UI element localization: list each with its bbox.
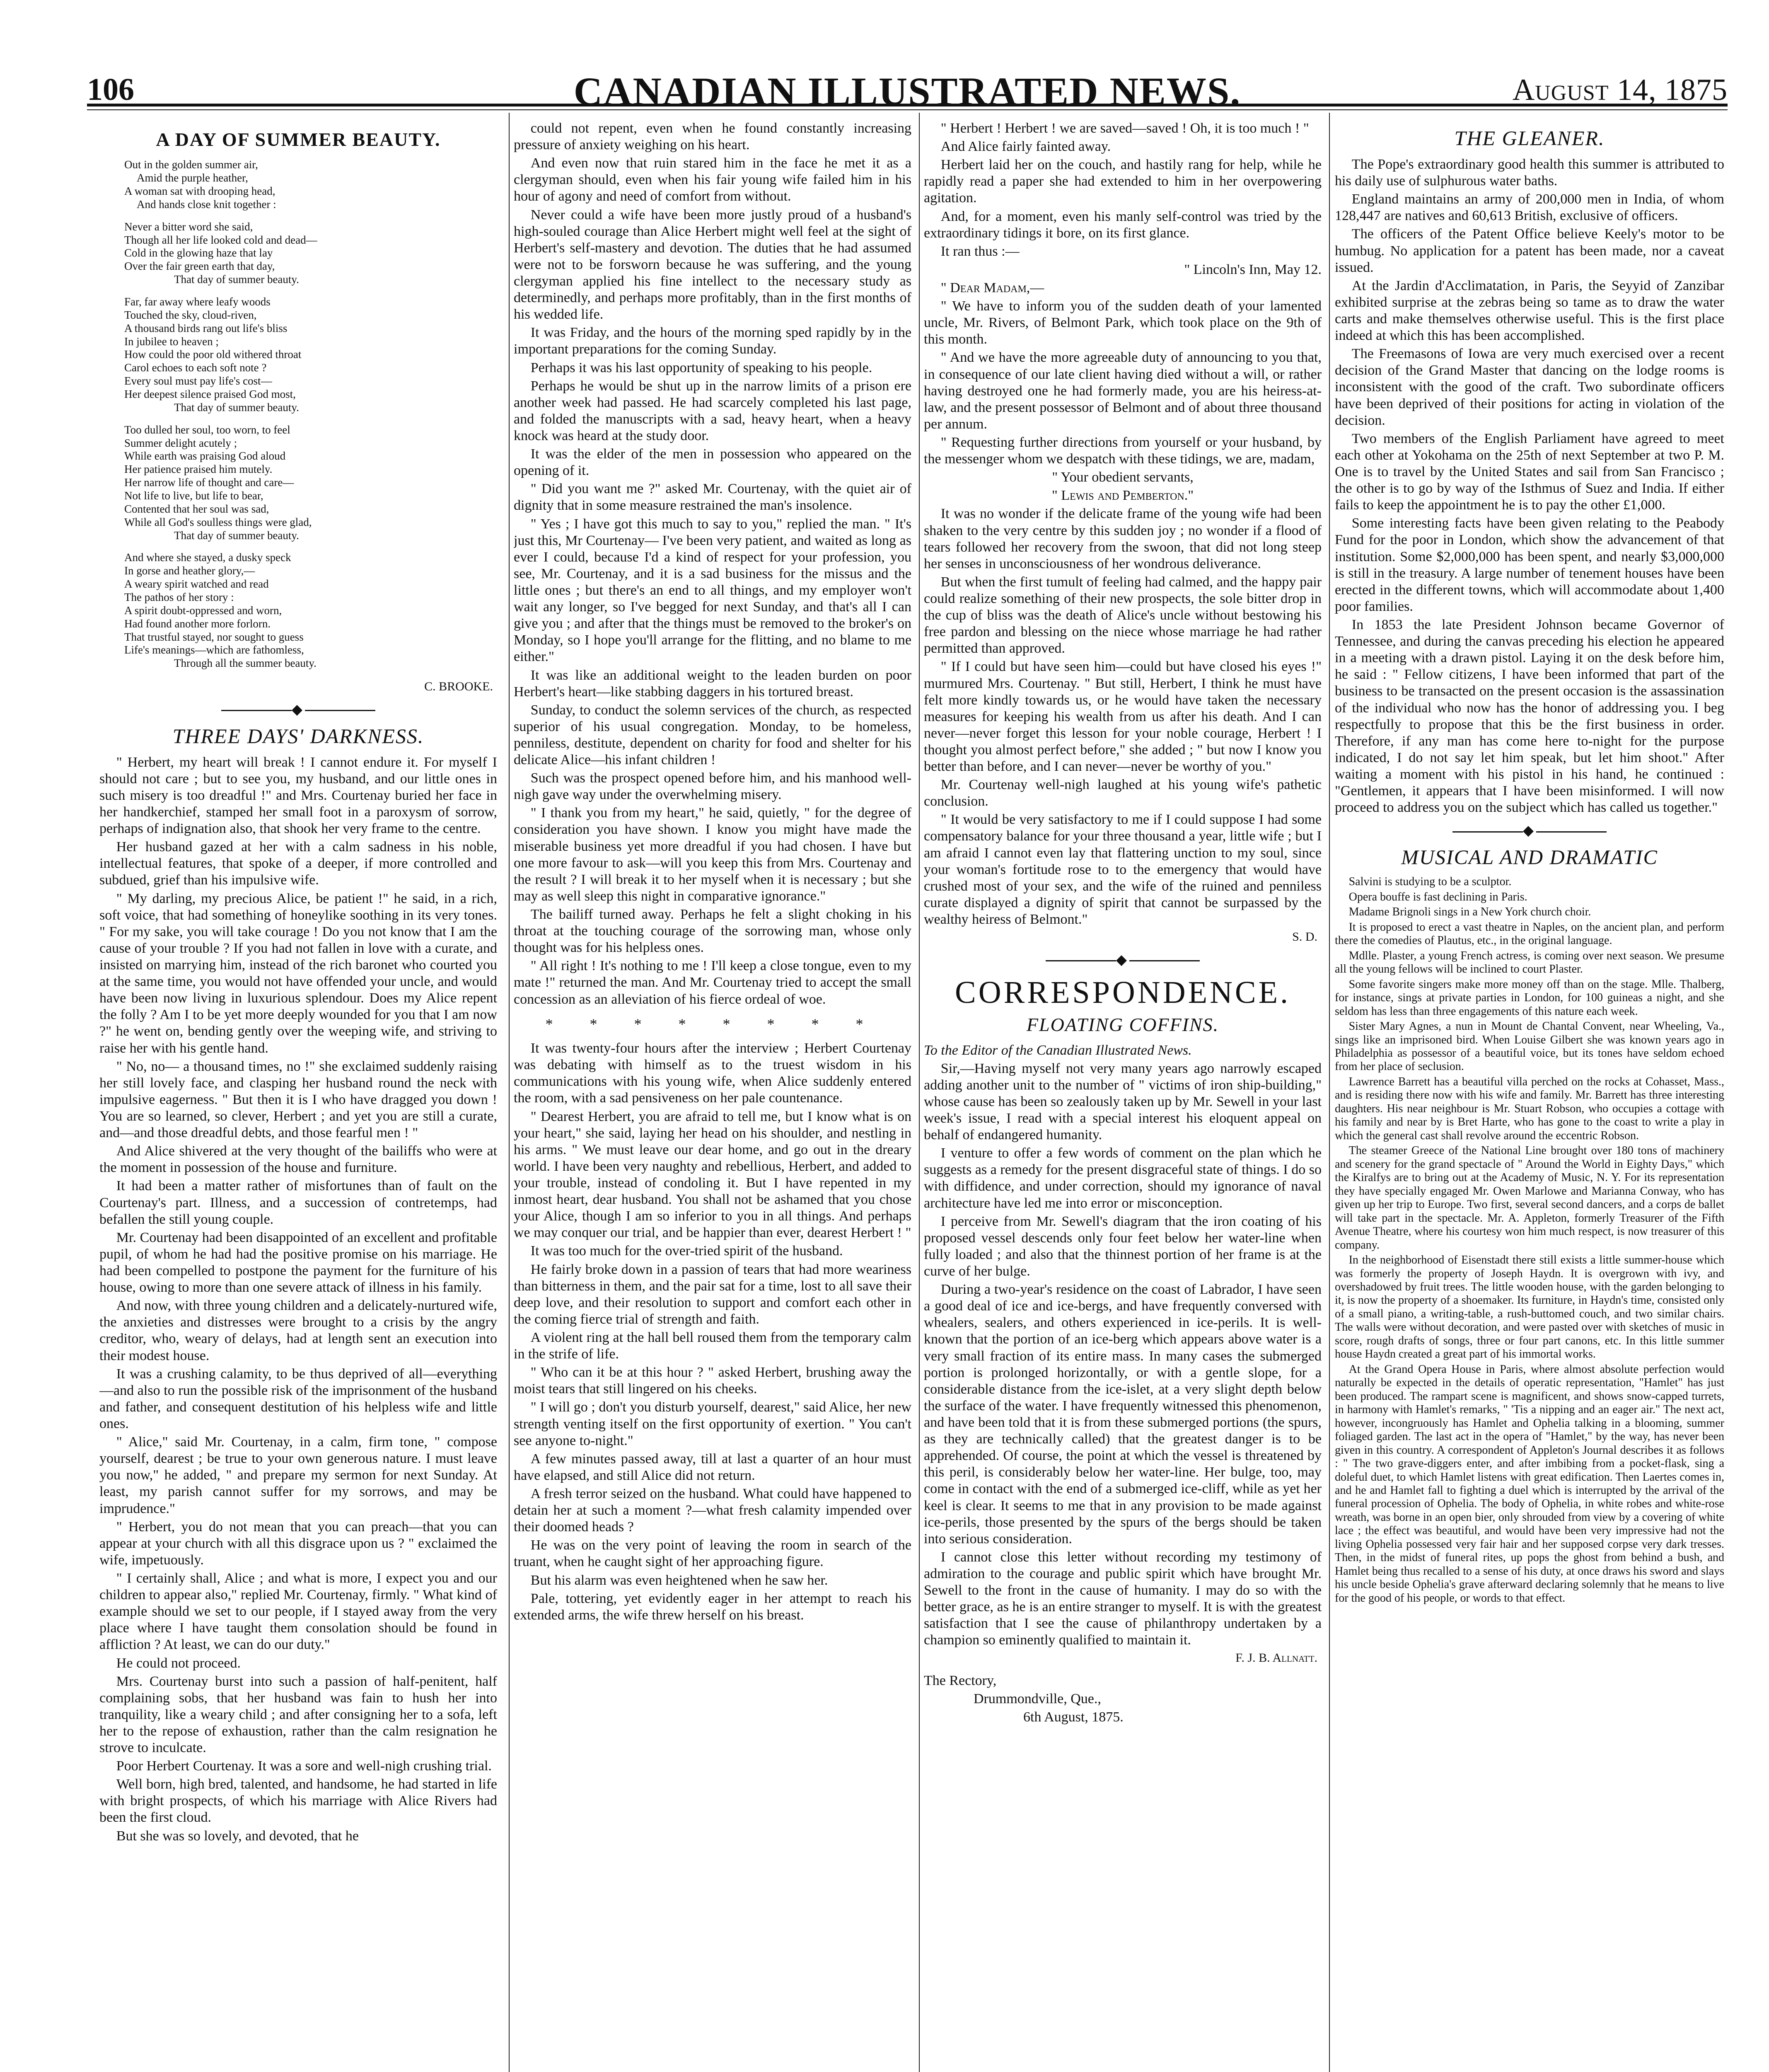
story-paragraph: But when the first tumult of feeling had calmed, and the happy pair could realize something of their new prospects, the sole bitter drop in the cup of bliss was the death of Alice's uncle without bestowing his free pardon and blessing on the niece whose marriage he had rather permitted than approved. <box>924 574 1322 656</box>
story-paragraph: " Herbert, my heart will break ! I cannot endure it. For myself I should not care ; but to see you, my husband, and our little ones in such misery is too dreadful !" and Mrs. Courtenay buried her face in her handkerchief, stamped her small foot in a paroxysm of sorrow, perhaps of indignation also, that shook her very frame to the centre. <box>99 754 497 837</box>
story-paragraph: And, for a moment, even his manly self-control was tried by the extraordinary tidings it bore, on its first glance. <box>924 208 1322 241</box>
letter-signature: " Lewis and Pemberton." <box>1051 488 1194 503</box>
poem-line: And hands close knit together : <box>137 198 276 211</box>
story-paragraph: It was too much for the over-tried spirit of the husband. <box>530 1243 843 1259</box>
page-number: 106 <box>87 72 134 107</box>
poem-title: A DAY OF SUMMER BEAUTY. <box>156 129 441 150</box>
section-break-stars: * * * * * * * * <box>545 1015 880 1032</box>
musical-item: Salvini is studying to be a sculptor. <box>1348 875 1512 888</box>
address-line: 6th August, 1875. <box>1023 1709 1124 1725</box>
gleaner-body <box>1335 156 1724 816</box>
story-paragraph: Sunday, to conduct the solemn services of the church, as respected superior of his usual congregation. Monday, to be homeless, penniless, destitute, dependent on charity for food and shelter for his delicate Alice—his infant children ! <box>514 702 911 768</box>
story-paragraph: It was no wonder if the delicate frame of the young wife had been shaken to the very centre by this sudden joy ; no wonder if a flood of tears followed her recovery from the swoon, that did not long steep her senses in unconsciousness of her wondrous deliverance. <box>924 506 1322 571</box>
story-paragraph: And now, with three young children and a delicately-nurtured wife, the anxieties and distresses were brought to a crisis by the angry creditor, who, weary of delays, had at length sent an execution into their modest house. <box>99 1298 497 1363</box>
poem-line: How could the poor old withered throat <box>124 348 302 361</box>
gleaner-title: THE GLEANER. <box>1454 126 1605 150</box>
story-paragraph: Poor Herbert Courtenay. It was a sore and well-nigh crushing trial. <box>116 1758 492 1774</box>
gleaner-item: The Pope's extraordinary good health this summer is attributed to his daily use of sulphurous water baths. <box>1335 157 1724 189</box>
poem-line: That day of summer beauty. <box>174 529 299 542</box>
story-paragraph: Perhaps he would be shut up in the narrow limits of a prison ere another week had passed. He had scarcely completed his last page, and folded the manuscripts with a sad, heavy heart, when a heavy knock was heard at the study door. <box>514 378 911 443</box>
poem-line: Too dulled her soul, too worn, to feel <box>124 423 290 436</box>
poem-stanza <box>124 158 497 211</box>
correspondence-signature: F. J. B. Allnatt. <box>1235 1651 1317 1665</box>
poem-line: Not life to live, but life to bear, <box>124 489 263 502</box>
story-text-part-4 <box>924 120 1322 260</box>
poem-line: A spirit doubt-oppressed and worn, <box>124 604 282 617</box>
gleaner-item: Some interesting facts have been given relating to the Peabody Fund for the poor in London, which show the advancement of that institution. Some $2,000,000 has been spent, and nearly $3,000,000 is still in the treasury. A large number of tenement houses have been erected in the different towns, which will accommodate about 1,400 poor families. <box>1335 516 1724 614</box>
story-paragraph: And Alice shivered at the very thought of the bailiffs who were at the moment in possession of the house and furniture. <box>99 1143 497 1176</box>
poem-line: Her deepest silence praised God most, <box>124 388 296 401</box>
page-header <box>87 68 1728 114</box>
story-paragraph: Mr. Courtenay had been disappointed of an excellent and profitable pupil, of whom he had had the positive promise on his marriage. He had been compelled to postpone the payment for the furniture of his house, owing to more than one severe attack of illness in his family. <box>99 1230 497 1295</box>
poem-line: In jubilee to heaven ; <box>124 335 219 348</box>
poem-line: Every soul must pay life's cost— <box>124 375 272 387</box>
section-ornament: ◆ <box>99 702 497 718</box>
letter-paragraph: " Requesting further directions from yourself or your husband, by the messenger whom we despatch with these tidings, we are, madam, <box>924 434 1322 467</box>
story-paragraph: " It would be very satisfactory to me if I could suppose I had some compensatory balance for your three thousand a year, little wife ; but I am afraid I cannot even lay that flattering unction to my soul, since your woman's fortitude rose to to the emergency that would have crushed most of your sex, and the wife of the ruined and penniless curate displayed a dignity of spirit that cannot be surpassed by the wealthy heiress of Belmont." <box>924 812 1322 927</box>
column-4 <box>1335 120 1724 2072</box>
poem-line: Never a bitter word she said, <box>124 220 253 233</box>
musical-item: Madame Brignoli sings in a New York church choir. <box>1348 905 1591 919</box>
story-paragraph: It was Friday, and the hours of the morning sped rapidly by in the important preparations for the coming Sunday. <box>514 325 911 357</box>
story-author: S. D. <box>1292 930 1317 944</box>
story-paragraph: " Who can it be at this hour ? " asked Herbert, brushing away the moist tears that still lingered on his cheeks. <box>514 1365 911 1397</box>
correspondence-to-line: To the Editor of the Canadian Illustrated News. <box>924 1042 1192 1058</box>
story-paragraph: But his alarm was even heightened when he saw her. <box>530 1572 828 1588</box>
gleaner-item: The officers of the Patent Office believe Keely's motor to be humbug. No application for a patent has been made, nor a caveat issued. <box>1335 226 1724 275</box>
poem-line: That day of summer beauty. <box>174 401 299 414</box>
musical-item: The steamer Greece of the National Line brought over 180 tons of machinery and scenery for the grand spectacle of " Around the World in Eighty Days," which the Kiralfys are to bring out at the Academy of Music, N. Y. For its representation they have specially engaged Mr. Owen Marlowe and Marianna Conway, who has given up her trip to Europe. Two first, several second dancers, and a corps de ballet will take part in the spectacle. Mr. A. Appleton, formerly Treasurer of the Fifth Avenue Theatre, where his courtesy won him much respect, is now treasurer of this company. <box>1335 1144 1724 1251</box>
poem-line: And where she stayed, a dusky speck <box>124 551 291 564</box>
gleaner-item: The Freemasons of Iowa are very much exercised over a recent decision of the Grand Master that dancing on the lodge rooms is inconsistent with the good of the craft. Two subordinate officers have been deprived of their positions for acting in violation of the decision. <box>1335 346 1724 428</box>
issue-date: August 14, 1875 <box>1512 73 1728 107</box>
story-paragraph: It was like an additional weight to the leaden burden on poor Herbert's heart—like stabbing daggers in his tortured breast. <box>514 667 911 700</box>
story-paragraph: Such was the prospect opened before him, and his manhood well-nigh gave way under the overwhelming misery. <box>514 770 911 803</box>
story-paragraph: It had been a matter rather of misfortunes than of fault on the Courtenay's part. Illness, and a succession of contretemps, had befallen the still young couple. <box>99 1178 497 1227</box>
gleaner-item: Two members of the English Parliament have agreed to meet each other at Yokohama on the 25th of next September at two P. M. One is to travel by the United States and sail from San Francisco ; the other is to go by way of the Isthmus of Suez and India. If either fails to keep the appointment he is to pay the other £1,000. <box>1335 431 1724 513</box>
story-paragraph: The bailiff turned away. Perhaps he felt a slight choking in his throat at the touching courage of the sorrowing man, whose only thought was for his helpless ones. <box>514 907 911 956</box>
story-paragraph: " My darling, my precious Alice, be patient !" he said, in a rich, soft voice, that had something of honeylike soothing in its very tones. " For my sake, you will take courage ! Do you not know that I am the cause of your trouble ? If you had not fallen in love with a curate, and insisted on marrying him, instead of the rich baronet who courted you at the same time, you would not have offended your uncle, and would have been now living in luxurious splendour. Does my Alice repent the folly ? Am I to be yet more deeply wounded for you that I am now ?" he went on, bending gently over the weeping wife, and striving to raise her with his gentle hand. <box>99 891 497 1056</box>
story-paragraph: " I will go ; don't you disturb yourself, dearest," said Alice, her new strength venting itself on the first opportunity of exertion. " You can't see anyone to-night." <box>514 1399 911 1448</box>
letter-salutation: " Dear Madam,— <box>940 280 1044 295</box>
column-2 <box>514 120 911 2072</box>
poem-line: Out in the golden summer air, <box>124 158 258 171</box>
story-paragraph: " Dearest Herbert, you are afraid to tell me, but I know what is on your heart," she said, laying her head on his shoulder, and nestling in his arms. " We must leave our dear home, and go out in the dreary world. I have been very naughty and rebellious, Herbert, and added to your trouble, instead of condoling it. But I have repented in my inmost heart, dear husband. You shall not be ashamed that you chose your Alice, though I am so inferior to you in all things. And perhaps we may conquer our trial, and be happier than ever, dearest Herbert ! " <box>514 1109 911 1241</box>
musical-item: Opera bouffe is fast declining in Paris. <box>1348 890 1527 903</box>
story-paragraph: Mrs. Courtenay burst into such a passion of half-penitent, half complaining sobs, that her husband was fain to hush her into tranquility, like a weary child ; and after consigning her to a sofa, left her to the repose of exhaustion, rather than the calm resignation he strove to inculcate. <box>99 1673 497 1756</box>
musical-item: Some favorite singers make more money off than on the stage. Mlle. Thalberg, for instance, sings at private parties in London, for 100 guineas a night, and she seldom has less than three engagements of this nature each week. <box>1335 978 1724 1018</box>
musical-item: Sister Mary Agnes, a nun in Mount de Chantal Convent, near Wheeling, Va., sings like an imprisoned bird. When Louise Gilbert she was known years ago in Philadelphia as possessor of a beautiful voice, but its tones have seldom echoed from her place of seclusion. <box>1335 1020 1724 1073</box>
poem-line: Through all the summer beauty. <box>174 657 317 670</box>
story-text-part-3 <box>514 1040 911 1624</box>
story-paragraph: " No, no— a thousand times, no !" she exclaimed suddenly raising her still lovely face, and clasping her husband round the neck with impulsive eagerness. " But then it is I who have dragged you down ! You are so learned, so clever, Herbert ; and yet you are still a curate, and—and those dreadful debts, and those fearful men ! " <box>99 1058 497 1141</box>
story-title: THREE DAYS' DARKNESS. <box>172 724 424 748</box>
correspondence-paragraph: I venture to offer a few words of comment on the plan which he suggests as a remedy for the present disgraceful state of things. I do so with diffidence, and under correction, should my ignorance of naval architecture have led me into error or misconception. <box>924 1145 1322 1211</box>
address-line: The Rectory, <box>924 1673 997 1688</box>
poem-line: Had found another more forlorn. <box>124 617 271 630</box>
letter-place: " Lincoln's Inn, May 12. <box>1184 261 1322 277</box>
poem-stanza <box>124 551 497 670</box>
story-paragraph: " I certainly shall, Alice ; and what is more, I expect you and our children to appear also," replied Mr. Courtenay, firmly. " What kind of example should we set to our people, if I stayed away from the very place where I have taught them consolation should be found in affliction ? At least, we can do our duty." <box>99 1570 497 1653</box>
story-paragraph: A fresh terror seized on the husband. What could have happened to detain her at such a moment ?—what fresh calamity impended over their doomed heads ? <box>514 1486 911 1535</box>
story-paragraph: Her husband gazed at her with a calm sadness in his noble, intellectual features, that spoke of a deeper, if more controlled and subdued, grief than his impulsive wife. <box>99 839 497 888</box>
story-paragraph: And even now that ruin stared him in the face he met it as a clergyman should, even when his fair young wife failed him in his hour of agony and need of comfort from without. <box>514 155 911 204</box>
poem-line: Summer delight acutely ; <box>124 436 237 449</box>
poem-stanza <box>124 295 497 414</box>
story-paragraph: " Herbert, you do not mean that you can preach—that you can appear at your church with all this disgrace upon us ? " exclaimed the wife, impetuously. <box>99 1519 497 1568</box>
musical-item: Mdlle. Plaster, a young French actress, is coming over next season. We presume all the young fellows will be inclined to court Plaster. <box>1335 949 1724 976</box>
story-paragraph: Perhaps it was his last opportunity of speaking to his people. <box>530 360 872 375</box>
section-ornament: ◆ <box>1335 823 1724 839</box>
story-paragraph: He fairly broke down in a passion of tears that had more weariness than bitterness in them, and the pair sat for a time, lost to all save their deep love, and their resolution to support and comfort each other in the coming fierce trial of strength and faith. <box>514 1261 911 1327</box>
poem-line: Contented that her soul was sad, <box>124 502 269 515</box>
masthead: CANADIAN ILLUSTRATED NEWS. <box>573 69 1241 114</box>
story-paragraph: " Alice," said Mr. Courtenay, in a calm, firm tone, " compose yourself, dearest ; be true to your own generous nature. I must leave you now," he added, " and prepare my sermon for next Sunday. At least, my parish cannot suffer for my sorrows, and may be imprudence." <box>99 1434 497 1516</box>
poem-line: A thousand birds rang out life's bliss <box>124 322 288 334</box>
story-paragraph: " Did you want me ?" asked Mr. Courtenay, with the quiet air of dignity that in some measure restrained the man's insolence. <box>514 481 911 513</box>
header-rule-thin <box>87 109 1728 110</box>
poem-line: That trustful stayed, nor sought to guess <box>124 630 304 643</box>
header-rule <box>87 104 1728 107</box>
story-text-part-5 <box>924 506 1322 928</box>
correspondence-paragraph: During a two-year's residence on the coast of Labrador, I have seen a good deal of ice and ice-bergs, and have frequently conversed with whealers, sealers, and others experienced in ice-perils. It is well-known that the portion of an ice-berg which appears above water is a very small fraction of its entire mass. In many cases the submerged portion is prolonged horizontally, or with a gentle slope, for a considerable distance from the ice-islet, at a very slight depth below the surface of the water. I have frequently witnessed this phenomenon, and have been told that it is from these submerged portions (the spurs, as they are technically called) that the greatest danger is to be apprehended. Of course, the point at which the vessel is threatened by this peril, is considerably below her water-line. Her bulge, too, may come in contact with the end of a submerged ice-cliff, while as yet her keel is clear. It seems to me that in any provision to be made against ice-perils, those presented by the spurs of the bergs should be taken into serious consideration. <box>924 1282 1322 1547</box>
letter-paragraph: " We have to inform you of the sudden death of your lamented uncle, Mr. Rivers, of Belmont Park, which took place on the 9th of this month. <box>924 298 1322 347</box>
poem-line: Amid the purple heather, <box>137 172 248 184</box>
poem-line: Far, far away where leafy woods <box>124 295 271 308</box>
story-paragraph: It was twenty-four hours after the interview ; Herbert Courtenay was debating with himself as to the truest wisdom in his communications with his young wife, when Alice suddenly entered the room, with a sad pensiveness on her pale countenance. <box>514 1041 911 1106</box>
story-paragraph: He was on the very point of leaving the room in search of the truant, when he caught sight of her approaching figure. <box>514 1537 911 1570</box>
column-1 <box>99 120 497 2072</box>
poem-line: While earth was praising God aloud <box>124 450 286 462</box>
column-divider <box>919 113 920 2072</box>
poem-line: While all God's soulless things were glad, <box>124 516 312 528</box>
musical-body <box>1335 875 1724 1605</box>
poem-line: Cold in the glowing haze that lay <box>124 247 273 259</box>
poem-line: The pathos of her story : <box>124 591 234 604</box>
story-paragraph: could not repent, even when he found constantly increasing pressure of anxiety weighing on his heart. <box>514 121 911 153</box>
column-3 <box>924 120 1322 2072</box>
correspondence-address <box>924 1673 1322 1726</box>
correspondence-paragraph: I perceive from Mr. Sewell's diagram that the iron coating of his proposed vessel descends only four feet below her water-line when fully loaded ; and also that the thinnest portion of her frame is at the curve of her bulge. <box>924 1213 1322 1279</box>
poem-stanza <box>124 424 497 542</box>
correspondence-paragraph: I cannot close this letter without recording my testimony of admiration to the courage and public spirit which have brought Mr. Sewell to the front in the cause of humanity. I may do so with the better grace, as he is an entire stranger to myself. It is with the greatest satisfaction that I see the cause of philanthropy undertaken by a champion so eminently qualified to maintain it. <box>924 1549 1322 1648</box>
letter-close: " Your obedient servants, <box>1052 470 1194 485</box>
story-paragraph: Well born, high bred, talented, and handsome, he had started in life with bright prospects, of which his marriage with Alice Rivers had been the first cloud. <box>99 1777 497 1825</box>
story-paragraph: It was the elder of the men in possession who appeared on the opening of it. <box>514 446 911 479</box>
story-paragraph: Pale, tottering, yet evidently eager in her attempt to reach his extended arms, the wife threw herself on his breast. <box>514 1590 911 1623</box>
musical-item: In the neighborhood of Eisenstadt there still exists a little summer-house which was formerly the property of Joseph Haydn. It is overgrown with ivy, and overshadowed by fruit trees. The little wooden house, with the garden belonging to it, is now the property of a shoemaker. Its furniture, in Haydn's time, consisted only of a small piano, a writing-table, a rush-buttomed couch, and two similar chairs. The walls were without decoration, and were pasted over with sketches of music in score, rough drafts of songs, three or four part canons, etc. In this little summer house Haydn created a great part of his immortal works. <box>1335 1254 1724 1361</box>
story-paragraph: And Alice fairly fainted away. <box>940 139 1111 155</box>
poem-line: Life's meanings—which are fathomless, <box>124 644 304 656</box>
poem-body <box>99 158 497 670</box>
story-paragraph: It ran thus :— <box>940 243 1020 259</box>
story-paragraph: Herbert laid her on the couch, and hastily rang for help, while he rapidly read a paper she had extended to him in her overpowering agitation. <box>924 157 1322 206</box>
story-paragraph: Never could a wife have been more justly proud of a husband's high-souled courage than Alice Herbert might well feel at the sight of Herbert's self-mastery and devotion. The duties that he had assumed were not to be forsworn because he was suffering, and the young clergyman applied his fine intellect to the necessary study as determinedly, and perhaps more profitably, than in the first months of his wedded life. <box>514 207 911 322</box>
story-paragraph: " If I could but have seen him—could but have closed his eyes !" murmured Mrs. Courtenay. " But still, Herbert, I think he must have felt more kindly towards us, or he would have taken the necessary measures for keeping his wealth from us after his death. And I can never—never forget this lesson for your noble courage, Herbert ! I thought you almost perfect before," she added ; " but now I know you better than before, and I can never—never be worthy of you." <box>924 659 1322 775</box>
story-paragraph: " All right ! It's nothing to me ! I'll keep a close tongue, even to my mate !" returned the man. And Mr. Courtenay tried to accept the small concession as an alleviation of his fierce ordeal of woe. <box>514 958 911 1007</box>
story-paragraph: It was a crushing calamity, to be thus deprived of all—everything —and also to run the possible risk of the imprisonment of the husband and father, and consequent destitution of his helpless wife and little ones. <box>99 1366 497 1431</box>
letter-body <box>924 298 1322 467</box>
poem-line: That day of summer beauty. <box>174 273 299 286</box>
poem-line: A weary spirit watched and read <box>124 578 269 591</box>
story-text-part-2 <box>514 120 911 1008</box>
gleaner-item: In 1853 the late President Johnson became Governor of Tennessee, and during the canvas preceding his election he appeared in a meeting with a drawn pistol. Laying it on the desk before him, he said : " Fellow citizens, I have been informed that part of the business to be transacted on the present occasion is the assassination of the individual who now has the honor of addressing you. I beg respectfully to propose that this be the first business in order. Therefore, if any man has come here to-night for the purpose indicated, I do not say let him speak, but let him shoot." After waiting a moment with his pistol in his hand, he continued : "Gentlemen, it appears that I have been misinformed. I will now proceed to address you on the subject which has called us together." <box>1335 617 1724 816</box>
musical-item: Lawrence Barrett has a beautiful villa perched on the rocks at Cohasset, Mass., and is residing there now with his wife and family. Mr. Barrett has three interesting daughters. His near neighbour is Mr. Stuart Robson, who occupies a cottage with his family and near by is Bret Harte, who has gone to the coast to write a play in which the general cast shall revolve around the eccentric Robson. <box>1335 1075 1724 1142</box>
story-paragraph: " Yes ; I have got this much to say to you," replied the man. " It's just this, Mr Courtenay— I've been very patient, and waited as long as ever I could, because I'd a kind of respect for your profession, you see, Mr. Courtenay, and it is a sad business for the missus and the little ones ; but there's an end to all things, and my employer won't wait any longer, so I've begged for next Sunday, and that's all I can give you ; and after that the things must be removed to the broker's on Monday, so I hope you'll arrange for the flitting, and no blame to me either." <box>514 516 911 665</box>
poem-line: Over the fair green earth that day, <box>124 260 275 273</box>
poem-author: C. BROOKE. <box>424 680 493 694</box>
poem-line: Her narrow life of thought and care— <box>124 476 294 489</box>
column-divider <box>509 113 510 2072</box>
musical-item: It is proposed to erect a vast theatre in Naples, on the ancient plan, and perform there the comedies of Plautus, etc., in the original language. <box>1335 920 1724 947</box>
poem-line: Touched the sky, cloud-riven, <box>124 308 257 321</box>
story-paragraph: Mr. Courtenay well-nigh laughed at his young wife's pathetic conclusion. <box>924 777 1322 809</box>
gleaner-item: England maintains an army of 200,000 men in India, of whom 128,447 are natives and 60,613 British, exclusive of officers. <box>1335 191 1724 224</box>
column-divider <box>1329 113 1330 2072</box>
story-paragraph: " I thank you from my heart," he said, quietly, " for the degree of consideration you have shown. I know you might have made the miserable business yet more dreadful if you had chosen. I have but one more favour to ask—will you keep this from Mrs. Courtenay and the result ? I will break it to her myself when it is necessary ; but she may as well sleep this night in comparative ignorance." <box>514 805 911 904</box>
correspondence-body <box>924 1060 1322 1649</box>
story-text-part-1 <box>99 754 497 1844</box>
story-paragraph: A violent ring at the hall bell roused them from the temporary calm in the strife of life. <box>514 1330 911 1362</box>
correspondence-subtitle: FLOATING COFFINS. <box>1026 1014 1219 1036</box>
letter-paragraph: " And we have the more agreeable duty of announcing to you that, in consequence of our late client having died without a will, or rather having destroyed one he had formerly made, you are his heiress-at-law, and the present possessor of Belmont and of about three thousand per annum. <box>924 350 1322 432</box>
section-ornament: ◆ <box>924 952 1322 968</box>
correspondence-paragraph: Sir,—Having myself not very many years ago narrowly escaped adding another unit to the number of " victims of iron ship-building," whose cause has been so zealously taken up by Mr. Sewell in your last week's issue, I read with a special interest his eloquent appeal on behalf of endangered humanity. <box>924 1060 1322 1143</box>
poem-line: A woman sat with drooping head, <box>124 184 276 197</box>
poem-line: Her patience praised him mutely. <box>124 463 273 476</box>
story-paragraph: He could not proceed. <box>116 1655 241 1671</box>
poem-line: Though all her life looked cold and dead— <box>124 233 317 246</box>
correspondence-title: CORRESPONDENCE. <box>955 975 1290 1010</box>
gleaner-item: At the Jardin d'Acclimatation, in Paris, the Seyyid of Zanzibar exhibited surprise at the zebras being so tame as to draw the water carts and make themselves otherwise useful. This is the first place indeed at which this has been accomplished. <box>1335 278 1724 344</box>
poem-line: In gorse and heather glory,— <box>124 564 255 577</box>
story-paragraph: A few minutes passed away, till at last a quarter of an hour must have elapsed, and still Alice did not return. <box>514 1451 911 1483</box>
address-line: Drummondville, Que., <box>974 1691 1101 1707</box>
story-paragraph: But she was so lovely, and devoted, that he <box>116 1828 359 1844</box>
poem-stanza <box>124 220 497 286</box>
poem-line: Carol echoes to each soft note ? <box>124 361 267 374</box>
musical-title: MUSICAL AND DRAMATIC <box>1401 845 1658 869</box>
story-paragraph: " Herbert ! Herbert ! we are saved—saved ! Oh, it is too much ! " <box>940 121 1309 136</box>
musical-item: At the Grand Opera House in Paris, where almost absolute perfection would naturally be expected in the details of operatic representation, "Hamlet" has just been produced. The rampart scene is magnificent, and shows snow-capped turrets, in harmony with Hamlet's remarks, " 'Tis a nipping and an eager air." The next act, however, incongruously has Hamlet and Ophelia talking in a blooming, summer foliaged garden. The last act in the opera of "Hamlet," by the way, has never been given in this country. A correspondent of Appleton's Journal describes it as follows : " The two grave-diggers enter, and after imbibing from a pocket-flask, sing a doleful duet, to which Hamlet listens with great edification. Then Laertes comes in, and he and Hamlet fall to fighting a duel which is interrupted by the arrival of the funeral procession of Ophelia. The body of Ophelia, in white robes and white-rose wreath, was borne in an open bier, only shrouded from view by a covering of white lace ; the effect was beautiful, and would have been very impressive had not the living Ophelia possessed very fair hair and her supposed corpse very dark tresses. Then, in the midst of funeral rites, up pops the ghost from behind a bush, and Hamlet being thus recalled to a sense of his duty, at once draws his sword and slays his uncle beside Ophelia's grave afterward declaring solemnly that he means to live for the good of his people, or words to that effect. <box>1335 1363 1724 1605</box>
